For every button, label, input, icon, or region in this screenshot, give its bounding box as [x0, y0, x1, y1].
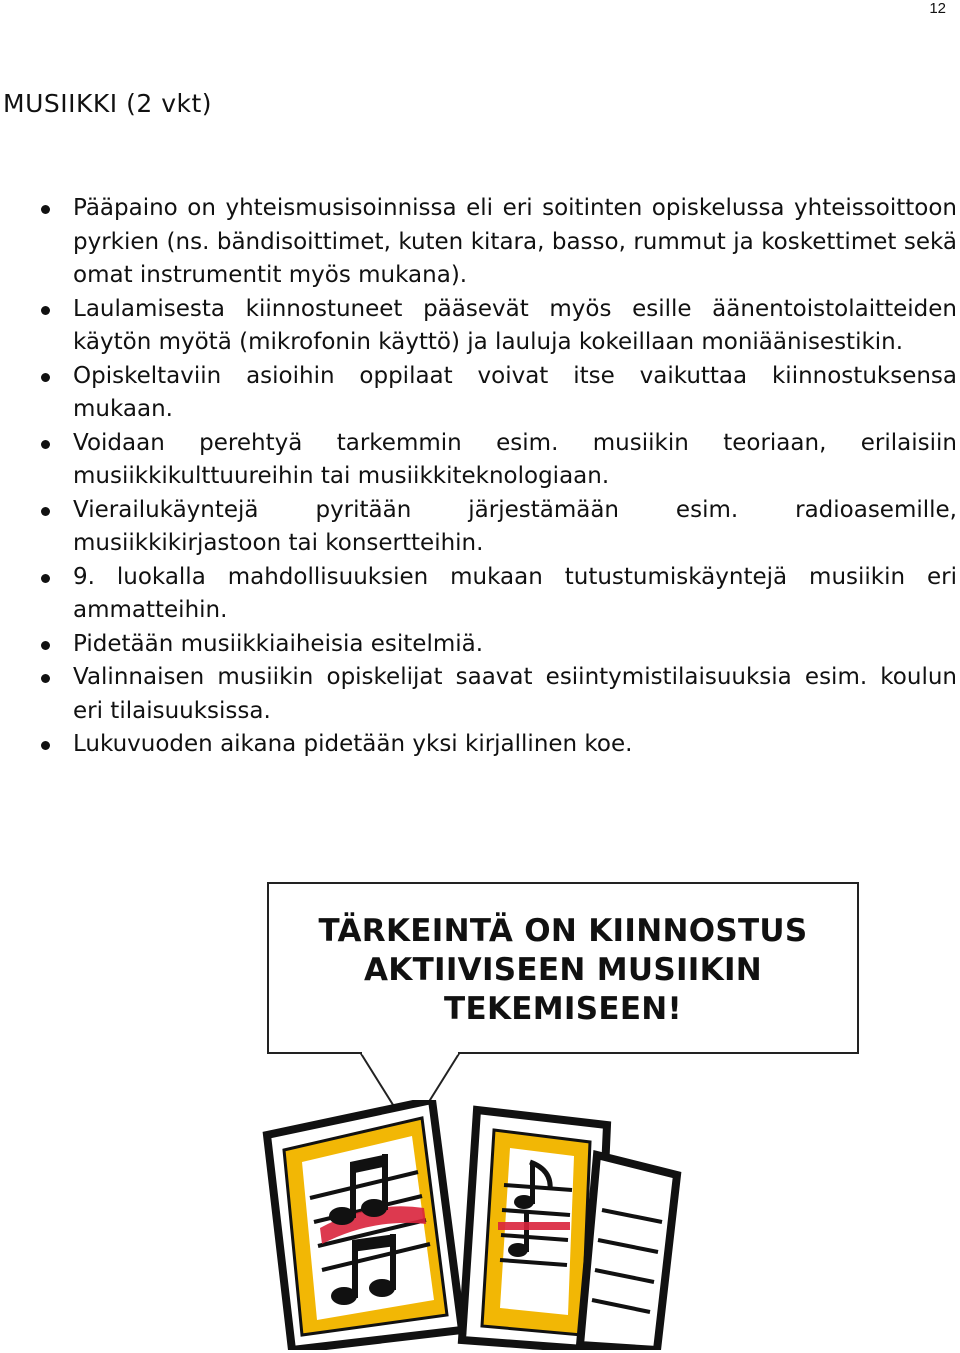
bullet-icon [37, 427, 73, 461]
callout-line: TÄRKEINTÄ ON KIINNOSTUS [318, 913, 808, 949]
list-item-text: Opiskeltaviin asioihin oppilaat voivat itse vaikuttaa kiinnostuksensa mukaan. [73, 362, 957, 422]
list-item [37, 293, 957, 360]
callout-line: AKTIIVISEEN MUSIIKIN [363, 952, 763, 988]
sheet-music-page-right [580, 1155, 677, 1350]
bullet-icon [37, 728, 73, 762]
callout-line: TEKEMISEEN! [444, 991, 682, 1027]
page-number: 12 [929, 0, 946, 17]
list-item [37, 360, 957, 427]
list-item-text: Valinnaisen musiikin opiskelijat saavat esiintymistilaisuuksia esim. koulun eri tilaisuuksissa. [73, 664, 957, 724]
page-title: MUSIIKKI (2 vkt) [3, 89, 213, 118]
list-item [37, 561, 957, 628]
callout-text [267, 912, 859, 1029]
list-item-text: Pidetään musiikkiaiheisia esitelmiä. [73, 630, 484, 657]
list-item-text: 9. luokalla mahdollisuuksien mukaan tutustumiskäyntejä musiikin eri ammatteihin. [73, 563, 957, 623]
bullet-icon [37, 293, 73, 327]
bullet-list [37, 192, 957, 762]
list-item-text: Vierailukäyntejä pyritään järjestämään esim. radioasemille, musiikkikirjastoon tai konsertteihin. [73, 496, 957, 556]
bullet-icon [37, 192, 73, 226]
bullet-icon [37, 494, 73, 528]
bullet-icon [37, 360, 73, 394]
bullet-icon [37, 628, 73, 662]
list-item [37, 427, 957, 494]
list-item-text: Voidaan perehtyä tarkemmin esim. musiikin teoriaan, erilaisiin musiikkikulttuureihin tai musiikkiteknologiaan. [73, 429, 957, 489]
list-item [37, 728, 957, 762]
bullet-icon [37, 661, 73, 695]
list-item [37, 192, 957, 293]
list-item [37, 494, 957, 561]
list-item [37, 661, 957, 728]
bullet-icon [37, 561, 73, 595]
list-item [37, 628, 957, 662]
sheet-music-clipart [262, 1100, 682, 1350]
list-item-text: Lukuvuoden aikana pidetään yksi kirjallinen koe. [73, 731, 633, 757]
sheet-music-page-front [267, 1100, 462, 1350]
list-item-text: Laulamisesta kiinnostuneet pääsevät myös esille äänentoistolaitteiden käytön myötä (mikrofonin käyttö) ja lauluja kokeillaan moniäänisestikin. [73, 295, 957, 355]
list-item-text: Pääpaino on yhteismusisoinnissa eli eri soitinten opiskelussa yhteissoittoon pyrkien (ns. bändisoittimet, kuten kitara, basso, rummut ja koskettimet sekä omat instrumentit myös mukana). [73, 195, 957, 288]
